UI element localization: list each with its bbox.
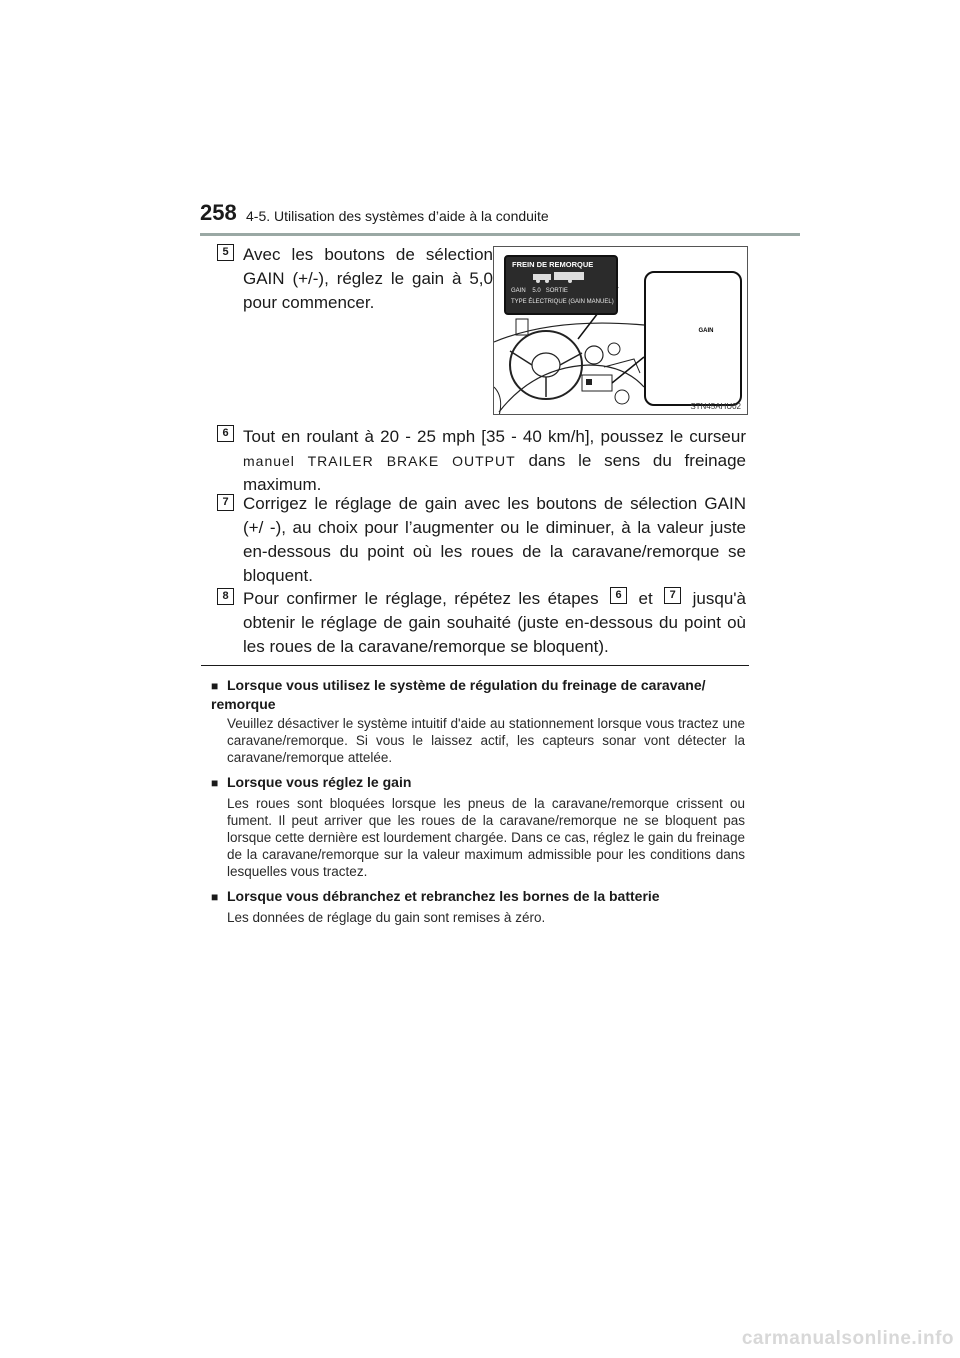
- screen-type-row: TYPE ÉLECTRIQUE (GAIN MANUEL): [511, 299, 614, 305]
- step-8-text: Pour confirmer le réglage, répétez les étapes 6 et 7 jusqu'à obtenir le réglage de gain souhaité (juste en-dessous du point où les roues de la caravane/remorque se bloquent).: [243, 589, 746, 656]
- step-badge-5: 5: [217, 244, 234, 261]
- note-heading-3: ■ Lorsque vous débranchez et rebranchez les bornes de la batterie: [211, 888, 660, 904]
- section-title: 4-5. Utilisation des systèmes d’aide à la conduite: [246, 208, 549, 224]
- note-heading-2: ■ Lorsque vous réglez le gain: [211, 774, 412, 790]
- screen-gain-row: GAIN 5.0 SORTIE: [511, 288, 568, 294]
- truck-trailer-icon: [532, 271, 592, 283]
- note-body-2: Les roues sont bloquées lorsque les pneus de la caravane/remorque crissent ou fument. Il peut arriver que les roues de la caravane/remorque ne se bloquent pas lorsque cette dernière est lourdement chargée. Dans ce cas, réglez le gain du freinage de la caravane/remorque sur la valeur maximum admissible pour les conditions dans lesquelles vous tractez.: [227, 796, 745, 879]
- switch-gain-label: GAIN: [698, 328, 714, 334]
- step-6-text: Tout en roulant à 20 - 25 mph [35 - 40 km/h], poussez le curseur manuel TRAILER BRAKE OUTPUT dans le sens du freinage maximum.: [243, 427, 746, 494]
- figure-code: STN45AHU02: [690, 402, 741, 411]
- switch-zoom-panel: [644, 271, 742, 406]
- screen-title: FREIN DE REMORQUE: [512, 260, 594, 269]
- step-badge-6: 6: [217, 425, 234, 442]
- step-badge-7: 7: [217, 494, 234, 511]
- display-screen-inset: [504, 255, 618, 315]
- watermark: carmanualsonline.info: [741, 1328, 954, 1349]
- note-body-1: Veuillez désactiver le système intuitif d'aide au stationnement lorsque vous tractez une caravane/remorque. Si vous le laissez actif, les capteurs sonar vont détecter la caravane/remorque attelée.: [227, 716, 745, 765]
- instrument-panel-figure: [493, 246, 748, 415]
- note-heading-1: ■ Lorsque vous utilisez le système de régulation du freinage de caravane/ remorque: [211, 677, 706, 712]
- page-number: 258: [200, 200, 237, 225]
- step-7-text: Corrigez le réglage de gain avec les boutons de sélection GAIN (+/ -), au choix pour l’augmenter ou le diminuer, à la valeur juste en-dessous du point où les roues de la caravane/remorque se bloquent.: [243, 494, 746, 585]
- note-body-3: Les données de réglage du gain sont remises à zéro.: [227, 910, 546, 925]
- step-5-text: Avec les boutons de sélection GAIN (+/-), réglez le gain à 5,0 pour commencer.: [243, 245, 493, 312]
- header-rule: [200, 233, 800, 236]
- notes-divider: [201, 665, 749, 666]
- step-ref-7: 7: [664, 587, 681, 604]
- step-badge-8: 8: [217, 588, 234, 605]
- step-ref-6: 6: [610, 587, 627, 604]
